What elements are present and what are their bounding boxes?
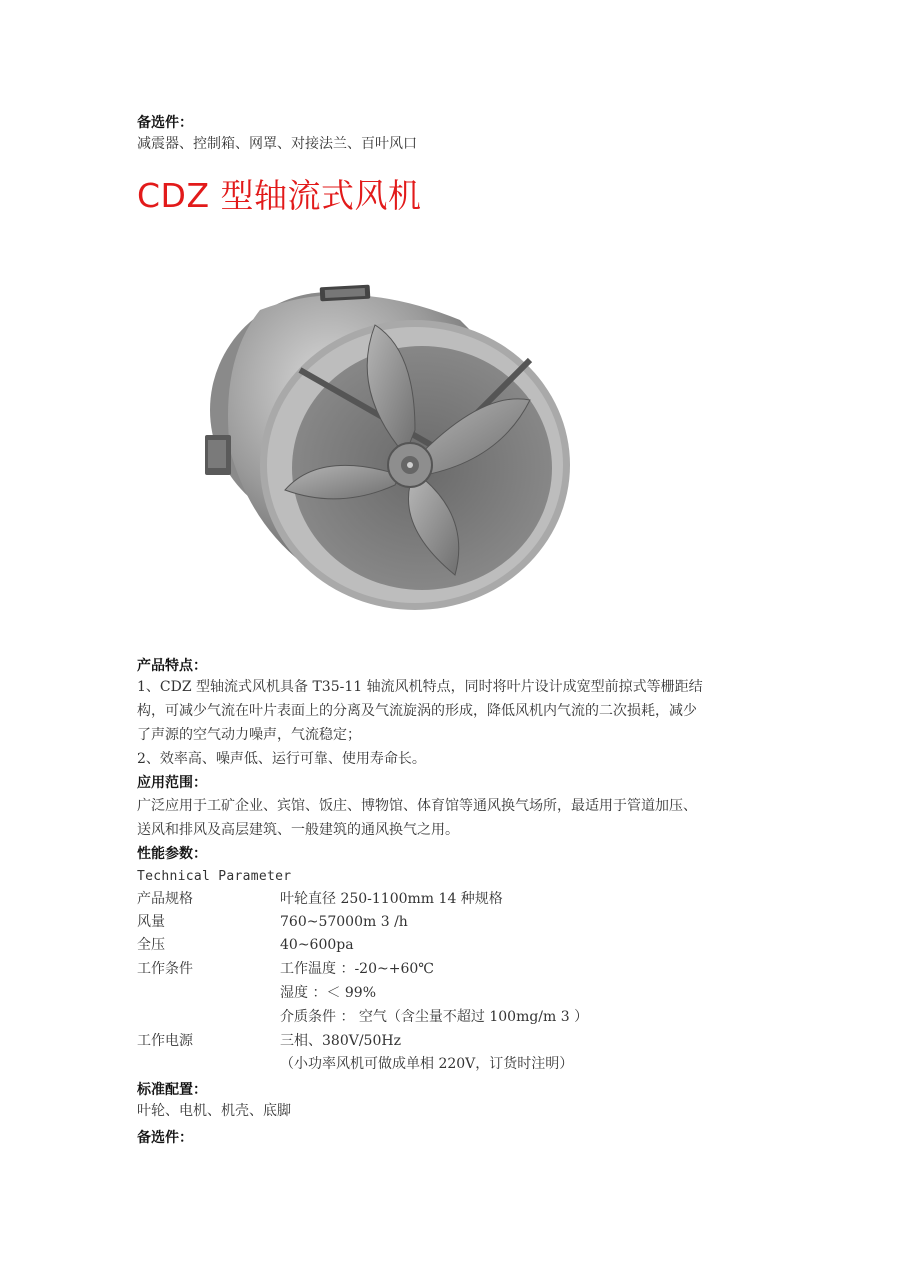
- param-value: 760~57000m 3 /h: [280, 914, 408, 930]
- param-value: 湿度 ：＜ 99%: [280, 985, 377, 1001]
- features-heading: 产品特点：: [137, 658, 207, 674]
- param-key: 全压: [137, 937, 165, 953]
- performance-heading: 性能参数：: [137, 846, 207, 862]
- param-key: 风量: [137, 914, 165, 930]
- application-line-2: 送风和排风及高层建筑、一般建筑的通风换气之用。: [137, 822, 459, 838]
- param-value: （小功率风机可做成单相 220V，订货时注明）: [280, 1056, 574, 1072]
- axial-fan-photo: [200, 280, 580, 610]
- param-key: 工作条件: [137, 961, 193, 977]
- standard-text: 叶轮、电机、机壳、底脚: [137, 1103, 291, 1119]
- performance-subtitle: Technical Parameter: [137, 869, 292, 884]
- application-line-1: 广泛应用于工矿企业、宾馆、饭庄、博物馆、体育馆等通风换气场所，最适用于管道加压、: [137, 798, 697, 814]
- param-value: 40~600pa: [280, 937, 354, 953]
- param-value: 介质条件 ： 空气（含尘量不超过 100mg/m 3 ）: [280, 1009, 589, 1025]
- param-key: 工作电源: [137, 1033, 193, 1049]
- param-key: 产品规格: [137, 891, 193, 907]
- features-line-2: 构，可减少气流在叶片表面上的分离及气流旋涡的形成，降低风机内气流的二次损耗，减少: [137, 703, 697, 719]
- product-title: CDZ 型轴流式风机: [137, 176, 422, 215]
- standard-heading: 标准配置：: [137, 1082, 207, 1098]
- features-line-3: 了声源的空气动力噪声，气流稳定；: [137, 727, 361, 743]
- features-line-4: 2、效率高、噪声低、运行可靠、使用寿命长。: [137, 751, 426, 767]
- param-value: 叶轮直径 250-1100mm 14 种规格: [280, 891, 503, 907]
- accessories-text: 减震器、控制箱、网罩、对接法兰、百叶风口: [137, 136, 417, 152]
- param-value: 三相、380V/50Hz: [280, 1033, 401, 1049]
- features-line-1: 1、CDZ 型轴流式风机具备 T35-11 轴流风机特点，同时将叶片设计成宽型前掠式等栅距结: [137, 679, 703, 695]
- accessories-heading: 备选件：: [137, 115, 193, 131]
- application-heading: 应用范围：: [137, 775, 207, 791]
- accessories-heading-bottom: 备选件：: [137, 1130, 193, 1146]
- param-value: 工作温度 ：-20~+60℃: [280, 961, 434, 977]
